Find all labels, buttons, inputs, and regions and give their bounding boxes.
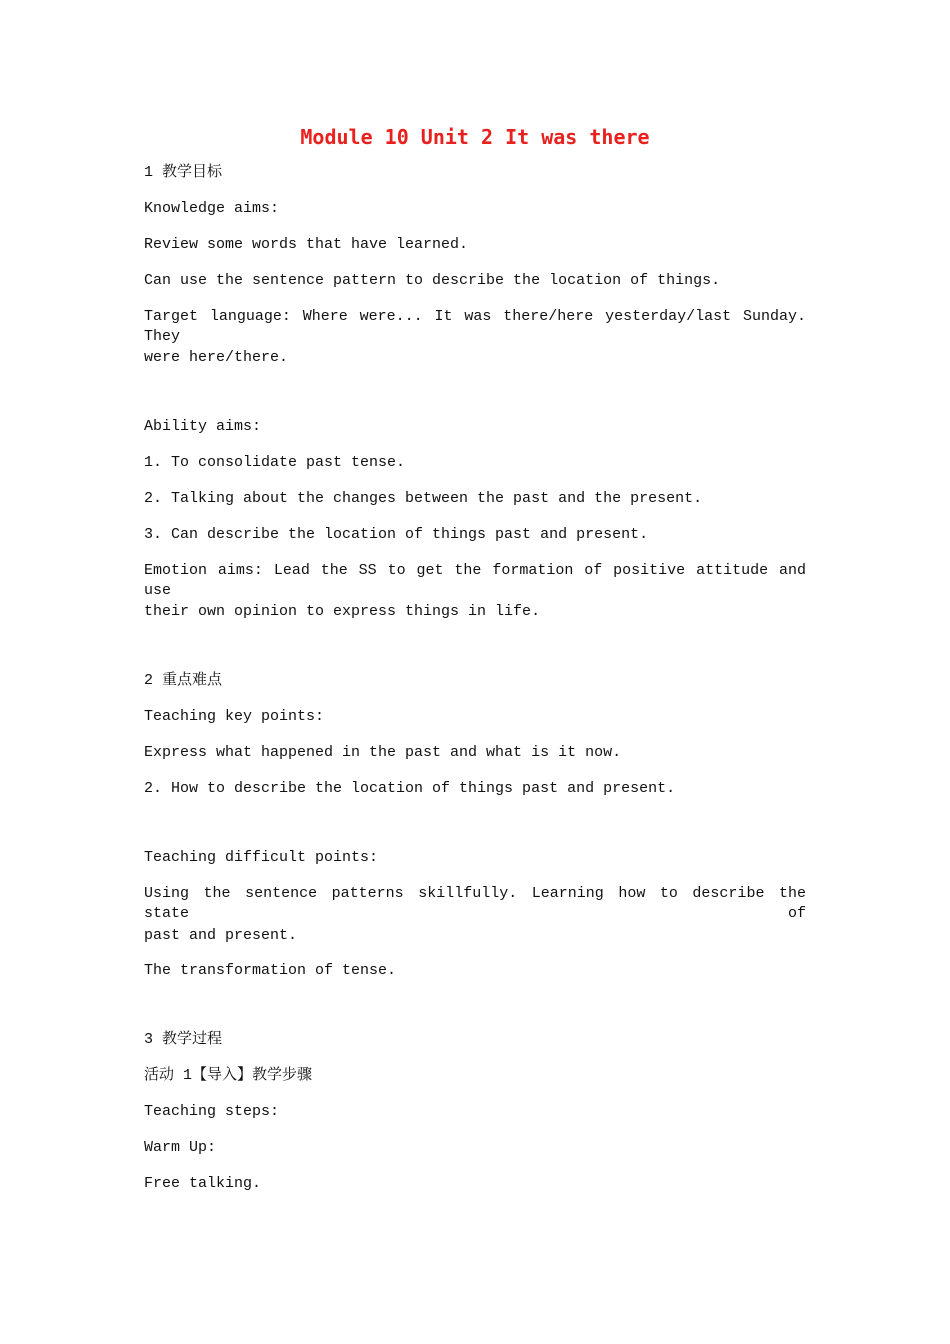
paragraph-line: Free talking. (144, 1175, 262, 1192)
paragraph-line: Using the sentence patterns skillfully. Learning how to describe the state of (144, 885, 806, 922)
emotion-aims-line: Emotion aims: Lead the SS to get the formation of positive attitude and use (144, 562, 806, 599)
list-item: 3. Can describe the location of things past and present. (144, 526, 649, 543)
difficult-points-label: Teaching difficult points: (144, 849, 379, 866)
list-item: 2. Talking about the changes between the past and the present. (144, 490, 703, 507)
key-points-label: Teaching key points: (144, 708, 325, 725)
paragraph-line: were here/there. (144, 349, 289, 366)
section-heading-objectives: 1 教学目标 (144, 164, 223, 181)
paragraph-line: The transformation of tense. (144, 962, 397, 979)
list-item: 1. To consolidate past tense. (144, 454, 406, 471)
activity-heading: 活动 1【导入】教学步骤 (144, 1067, 313, 1084)
list-item: 2. How to describe the location of things past and present. (144, 780, 676, 797)
section-heading-process: 3 教学过程 (144, 1031, 223, 1048)
paragraph-line: Target language: Where were... It was there/here yesterday/last Sunday. They (144, 308, 806, 345)
paragraph-line: past and present. (144, 927, 298, 944)
paragraph-line: Review some words that have learned. (144, 236, 469, 253)
document-title: Module 10 Unit 2 It was there (300, 125, 650, 149)
ability-aims-label: Ability aims: (144, 418, 262, 435)
paragraph-line: Teaching steps: (144, 1103, 280, 1120)
section-heading-key-points: 2 重点难点 (144, 672, 223, 689)
paragraph-line: Warm Up: (144, 1139, 217, 1156)
list-item: Express what happened in the past and what is it now. (144, 744, 622, 761)
knowledge-aims-label: Knowledge aims: (144, 200, 280, 217)
emotion-aims-line: their own opinion to express things in life. (144, 603, 541, 620)
paragraph-line: Can use the sentence pattern to describe the location of things. (144, 272, 721, 289)
